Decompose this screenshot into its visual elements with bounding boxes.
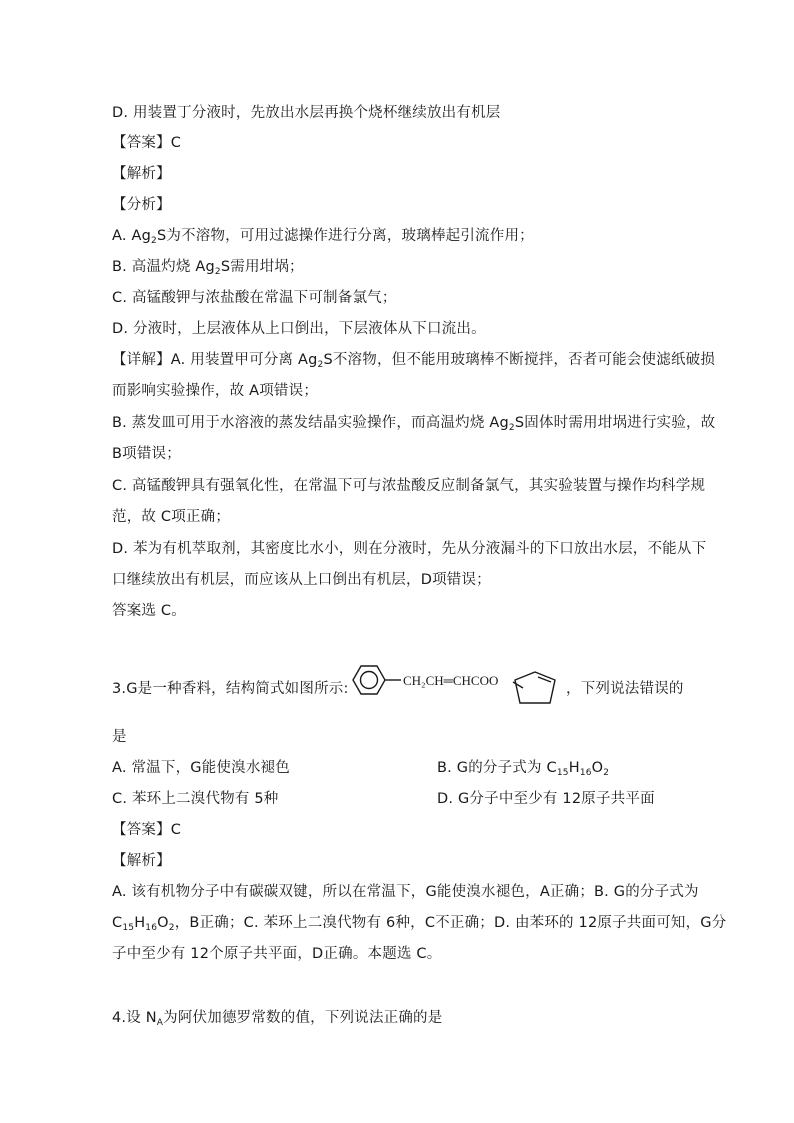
prev-answer: 【答案】C	[112, 135, 182, 151]
q3-option-c: C. 苯环上二溴代物有 5种	[112, 791, 279, 807]
q3-answer: 【答案】C	[112, 822, 182, 838]
detail-a-line2: 而影响实验操作，故 A项错误；	[112, 383, 319, 399]
detail-a-line1: 【详解】A. 用装置甲可分离 $Ag_2S$不溶物，但不能用玻璃棒不断搅拌，否者可能会使滤纸破损	[112, 352, 716, 370]
benzene-ring-icon	[353, 666, 385, 694]
prev-analysis-heading: 【解析】	[112, 166, 171, 182]
detail-c-line2: 范，故 C项正确；	[112, 509, 231, 525]
prev-fenxi-heading: 【分析】	[112, 197, 171, 213]
q3-stem-part3: 是	[112, 729, 127, 745]
prev-option-d: D. 用装置丁分液时，先放出水层再换个烧杯继续放出有机层	[112, 105, 501, 121]
q3-analysis-line1: A. 该有机物分子中有碳碳双键，所以在常温下，G能使溴水褪色，A正确；B. G的分子式为	[112, 884, 699, 900]
detail-b-line2: B项错误；	[112, 446, 181, 462]
prev-final-answer: 答案选 C。	[112, 603, 186, 619]
q3-analysis-line3: 子中至少有 12个原子共平面，D正确。本题选 C。	[112, 946, 442, 962]
detail-b-line1: B. 蒸发皿可用于水溶液的蒸发结晶实验操作，而高温灼烧 $Ag_2S$固体时需用坩埚进行实验，故	[112, 415, 716, 433]
detail-d-line1: D. 苯为有机萃取剂，其密度比水小，则在分液时，先从分液漏斗的下口放出水层，不能从下	[112, 541, 707, 557]
q3-option-d: D. G分子中至少有 12原子共平面	[437, 791, 655, 807]
q3-analysis-line2: $C_{15}H_{16}O_2$，B正确；C. 苯环上二溴代物有 6种，C不正确；D. 由苯环的 12原子共面可知，G分	[112, 915, 727, 933]
q3-stem-part1: 3.G是一种香料，结构简式如图所示:	[112, 681, 349, 697]
fenxi-b: B. 高温灼烧 $Ag_2S$需用坩埚；	[112, 259, 304, 277]
structural-formula	[345, 660, 570, 715]
q3-option-a: A. 常温下，G能使溴水褪色	[112, 760, 290, 776]
chain-label: CH₂CH═CHCOO	[403, 673, 499, 688]
q3-analysis-heading: 【解析】	[112, 853, 171, 869]
q3-options-row1	[112, 758, 712, 778]
fenxi-c: C. 高锰酸钾与浓盐酸在常温下可制备氯气；	[112, 290, 397, 306]
bond-line-2	[513, 682, 523, 688]
fenxi-d: D. 分液时，上层液体从上口倒出，下层液体从下口流出。	[112, 321, 486, 337]
fenxi-a: A. $Ag_2S$为不溶物，可用过滤操作进行分离，玻璃棒起引流作用；	[112, 228, 534, 246]
detail-d-line2: 口继续放出有机层，而应该从上口倒出有机层，D项错误；	[112, 572, 491, 588]
q3-options-row2	[112, 789, 712, 809]
q4-stem: 4.设 $N_A$为阿伏加德罗常数的值，下列说法正确的是	[112, 1010, 443, 1028]
q3-option-b: B. G的分子式为 $C_{15}H_{16}O_2$	[437, 760, 610, 778]
q3-stem-part2: ，下列说法错误的	[566, 681, 684, 697]
detail-c-line1: C. 高锰酸钾具有强氧化性，在常温下可与浓盐酸反应制备氯气，其实验装置与操作均科学规	[112, 478, 706, 494]
